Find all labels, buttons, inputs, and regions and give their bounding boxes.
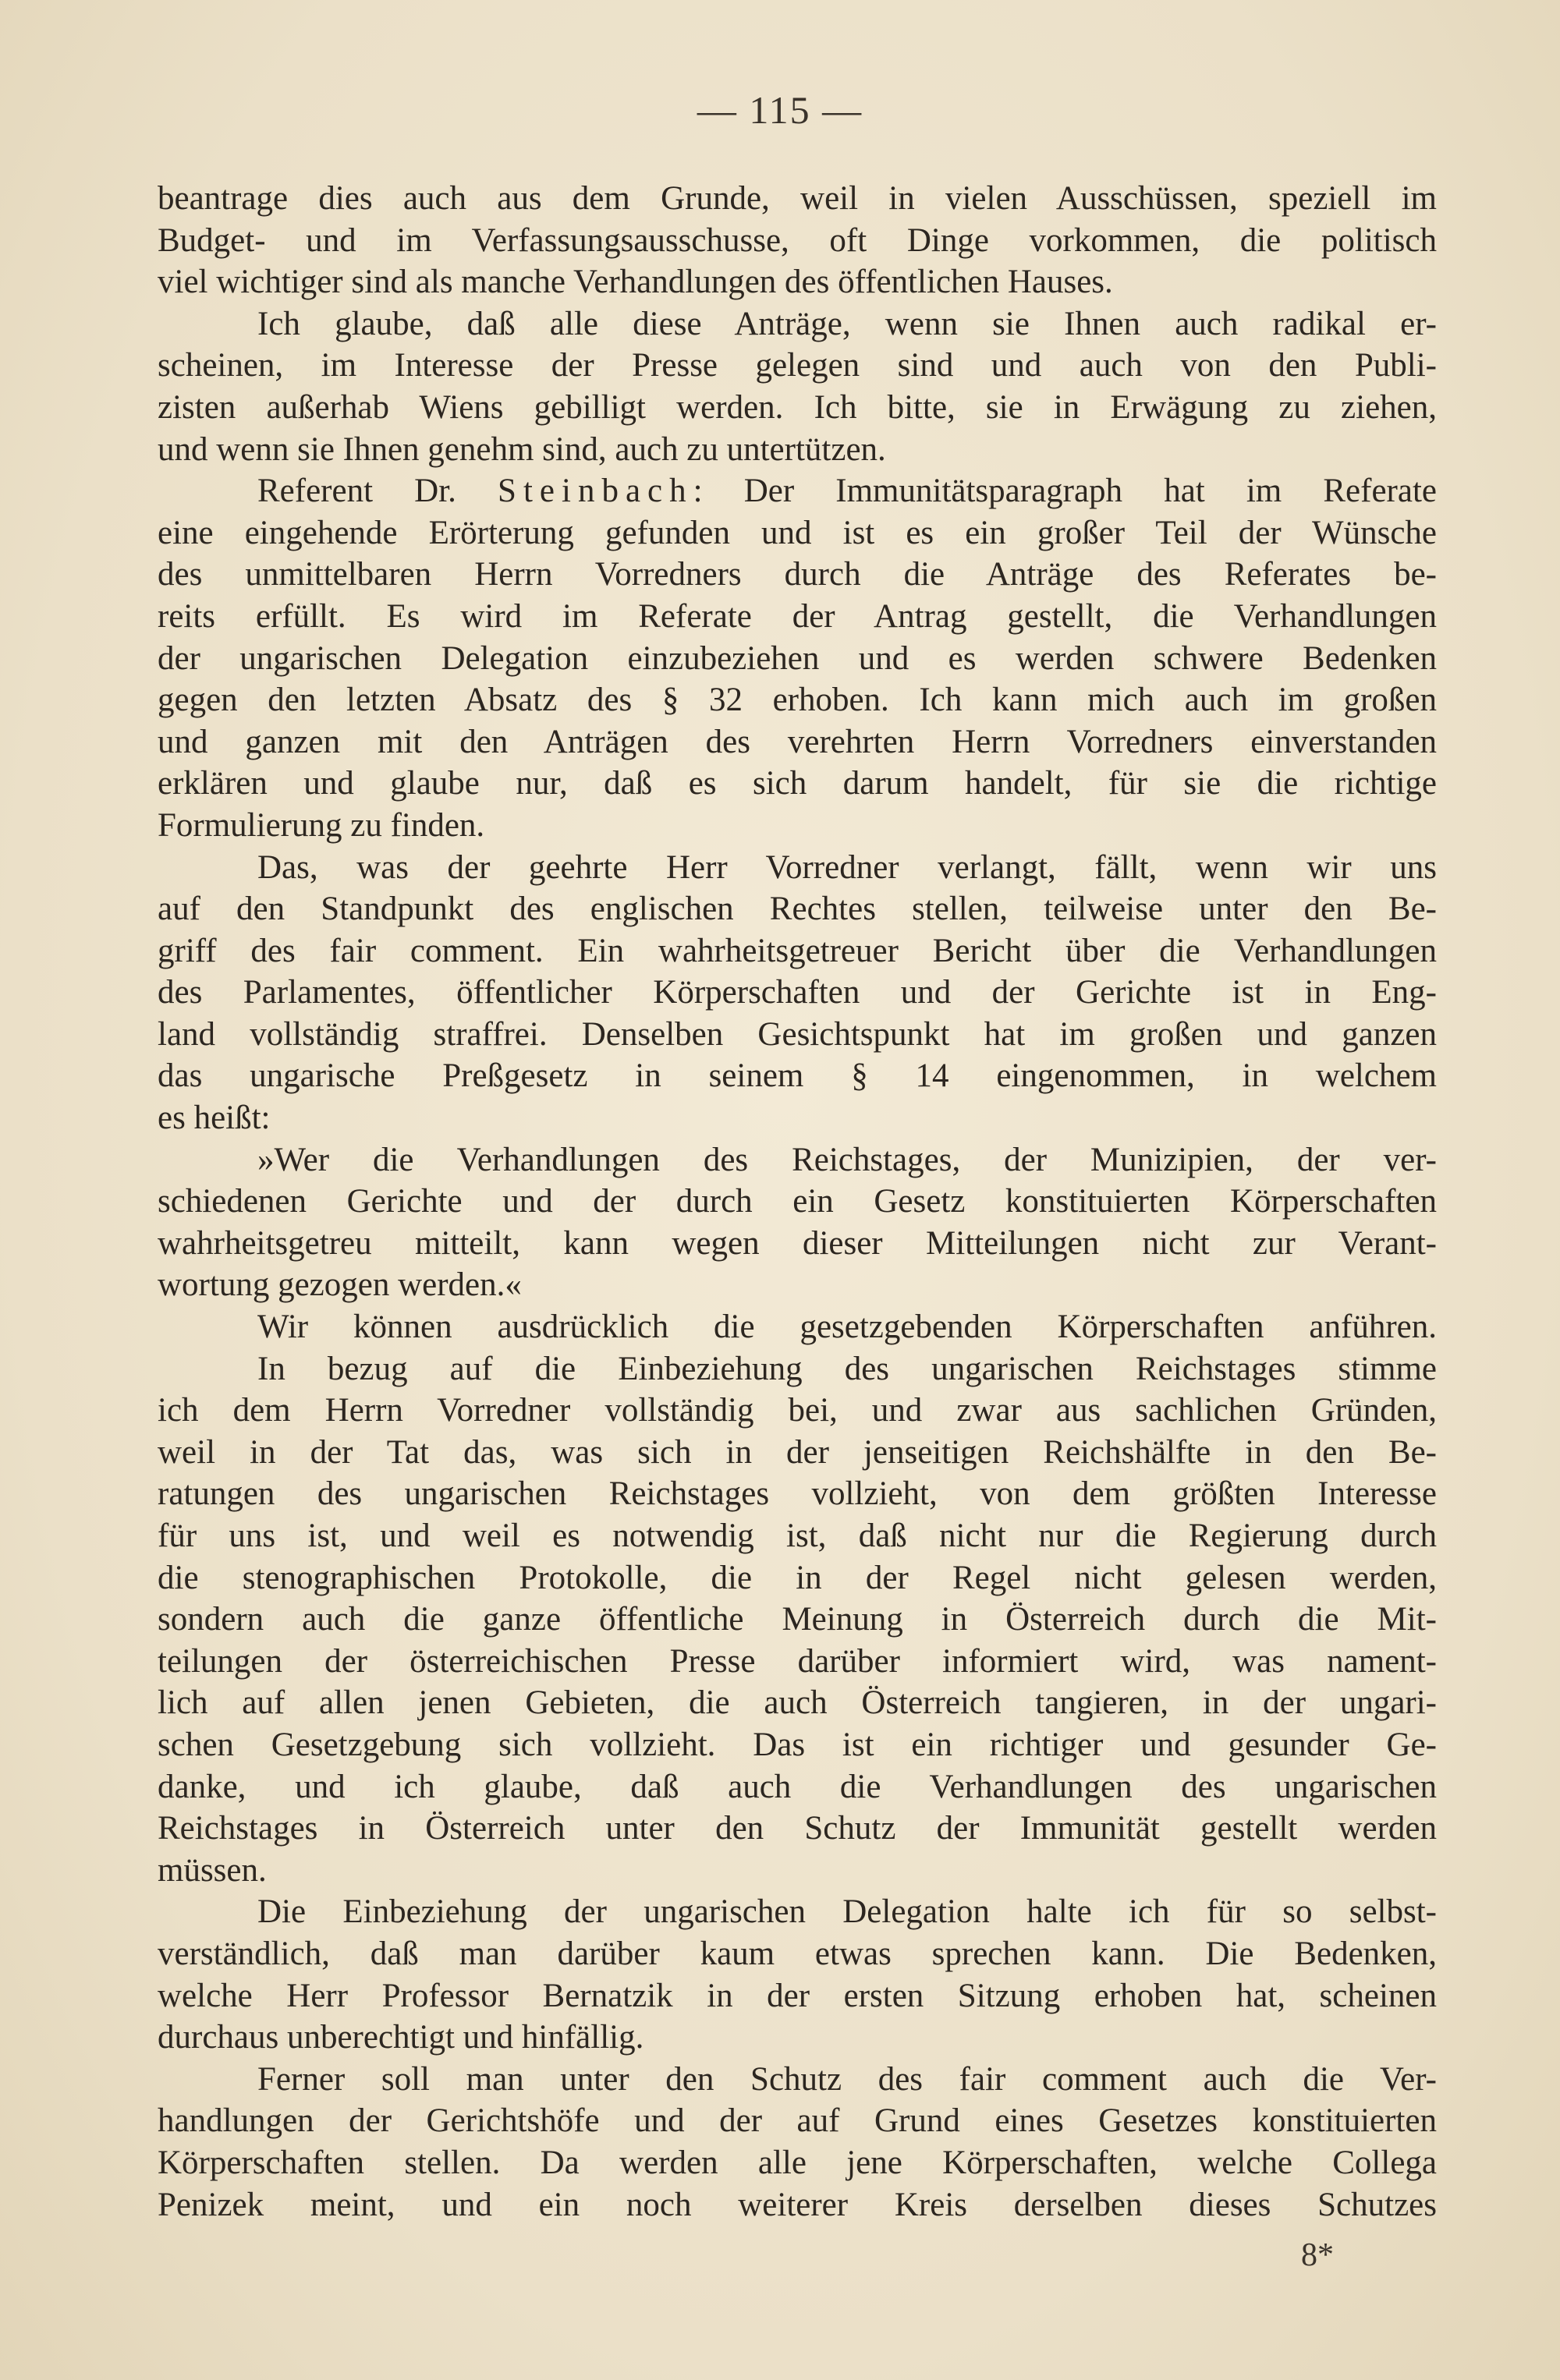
text-line: handlungen der Gerichtshöfe und der auf Grund eines Gesetzes konstituierten bbox=[158, 2102, 1437, 2140]
text-line: erklären und glaube nur, daß es sich darum handelt, für sie die richtige bbox=[158, 765, 1437, 802]
text-line-speaker bbox=[158, 470, 1437, 512]
text-line: müssen. bbox=[158, 1851, 267, 1889]
text-line: und ganzen mit den Anträgen des verehrten Herrn Vorredners einverstanden bbox=[158, 723, 1437, 760]
text-line: viel wichtiger sind als manche Verhandlungen des öffentlichen Hauses. bbox=[158, 264, 1113, 301]
quote-line: wahrheitsgetreu mitteilt, kann wegen dieser Mitteilungen nicht zur Verant- bbox=[158, 1224, 1437, 1262]
speaker-text: : Der Immunitätsparagraph hat im Referate bbox=[693, 473, 1437, 510]
text-line: In bezug auf die Einbeziehung des ungarischen Reichstages stimme bbox=[257, 1350, 1437, 1387]
text-line: Formulierung zu finden. bbox=[158, 806, 485, 844]
text-line: Reichstages in Österreich unter den Schutz der Immunität gestellt werden bbox=[158, 1810, 1437, 1847]
text-line: eine eingehende Erörterung gefunden und ist es ein großer Teil der Wünsche bbox=[158, 514, 1437, 551]
quote-line: schiedenen Gerichte und der durch ein Gesetz konstituierten Körperschaften bbox=[158, 1183, 1437, 1220]
quote-line: wortung gezogen werden.« bbox=[158, 1266, 522, 1304]
quote-line: »Wer die Verhandlungen des Reichstages, der Munizipien, der ver- bbox=[257, 1141, 1437, 1178]
text-line: die stenographischen Protokolle, die in der Regel nicht gelesen werden, bbox=[158, 1559, 1437, 1596]
text-line: Das, was der geehrte Herr Vorredner verlangt, fällt, wenn wir uns bbox=[257, 848, 1437, 886]
text-line: danke, und ich glaube, daß auch die Verhandlungen des ungarischen bbox=[158, 1768, 1437, 1805]
text-line: land vollständig straffrei. Denselben Gesichtspunkt hat im großen und ganzen bbox=[158, 1015, 1437, 1053]
speaker-prefix: Referent Dr. bbox=[257, 473, 498, 510]
text-line: Ich glaube, daß alle diese Anträge, wenn sie Ihnen auch radikal er- bbox=[257, 305, 1437, 342]
page-number: — 115 — bbox=[697, 88, 863, 132]
text-line: gegen den letzten Absatz des § 32 erhoben. Ich kann mich auch im großen bbox=[158, 682, 1437, 719]
text-line: verständlich, daß man darüber kaum etwas sprechen kann. Die Bedenken, bbox=[158, 1935, 1437, 1972]
text-line: zisten außerhab Wiens gebilligt werden. Ich bitte, sie in Erwägung zu ziehen, bbox=[158, 388, 1437, 426]
speaker-name: Steinbach bbox=[498, 473, 693, 510]
text-line: schen Gesetzgebung sich vollzieht. Das ist ein richtiger und gesunder Ge- bbox=[158, 1726, 1437, 1763]
signature-mark: 8* bbox=[1301, 2237, 1334, 2273]
text-line: das ungarische Preßgesetz in seinem § 14 eingenommen, in welchem bbox=[158, 1057, 1437, 1095]
body-text bbox=[158, 178, 1437, 2226]
text-line: des Parlamentes, öffentlicher Körperschaften und der Gerichte ist in Eng- bbox=[158, 974, 1437, 1011]
text-line: welche Herr Professor Bernatzik in der ersten Sitzung erhoben hat, scheinen bbox=[158, 1977, 1437, 2014]
text-line: der ungarischen Delegation einzubeziehen und es werden schwere Bedenken bbox=[158, 639, 1437, 677]
text-line: lich auf allen jenen Gebieten, die auch Österreich tangieren, in der ungari- bbox=[158, 1684, 1437, 1722]
text-line: Die Einbeziehung der ungarischen Delegation halte ich für so selbst- bbox=[257, 1893, 1437, 1931]
text-line: für uns ist, und weil es notwendig ist, daß nicht nur die Regierung durch bbox=[158, 1518, 1437, 1554]
text-line: weil in der Tat das, was sich in der jenseitigen Reichshälfte in den Be- bbox=[158, 1433, 1437, 1471]
text-line: Budget- und im Verfassungsausschusse, oft Dinge vorkommen, die politisch bbox=[158, 221, 1437, 259]
text-line: griff des fair comment. Ein wahrheitsgetreuer Bericht über die Verhandlungen bbox=[158, 932, 1437, 969]
text-line: reits erfüllt. Es wird im Referate der Antrag gestellt, die Verhandlungen bbox=[158, 597, 1437, 635]
text-line: des unmittelbaren Herrn Vorredners durch die Anträge des Referates be- bbox=[158, 556, 1437, 593]
text-line: auf den Standpunkt des englischen Rechtes stellen, teilweise unter den Be- bbox=[158, 891, 1437, 928]
text-line: und wenn sie Ihnen genehm sind, auch zu untertützen. bbox=[158, 430, 886, 468]
text-line: scheinen, im Interesse der Presse gelegen sind und auch von den Publi- bbox=[158, 347, 1437, 384]
text-line: Körperschaften stellen. Da werden alle jene Körperschaften, welche Collega bbox=[158, 2144, 1437, 2181]
text-line: sondern auch die ganze öffentliche Meinung in Österreich durch die Mit- bbox=[158, 1601, 1437, 1638]
text-line: teilungen der österreichischen Presse darüber informiert wird, was nament- bbox=[158, 1642, 1437, 1680]
text-line: ich dem Herrn Vorredner vollständig bei, und zwar aus sachlichen Gründen, bbox=[158, 1392, 1437, 1429]
text-line: beantrage dies auch aus dem Grunde, weil in vielen Ausschüssen, speziell im bbox=[158, 180, 1437, 217]
text-line: es heißt: bbox=[158, 1100, 271, 1137]
text-line: durchaus unberechtigt und hinfällig. bbox=[158, 2019, 644, 2056]
text-line: Ferner soll man unter den Schutz des fair comment auch die Ver- bbox=[257, 2060, 1437, 2098]
text-line: ratungen des ungarischen Reichstages vollzieht, von dem größten Interesse bbox=[158, 1475, 1437, 1513]
text-line: Penizek meint, und ein noch weiterer Kreis derselben dieses Schutzes bbox=[158, 2186, 1437, 2223]
text-line: Wir können ausdrücklich die gesetzgebenden Körperschaften anführen. bbox=[257, 1309, 1437, 1346]
